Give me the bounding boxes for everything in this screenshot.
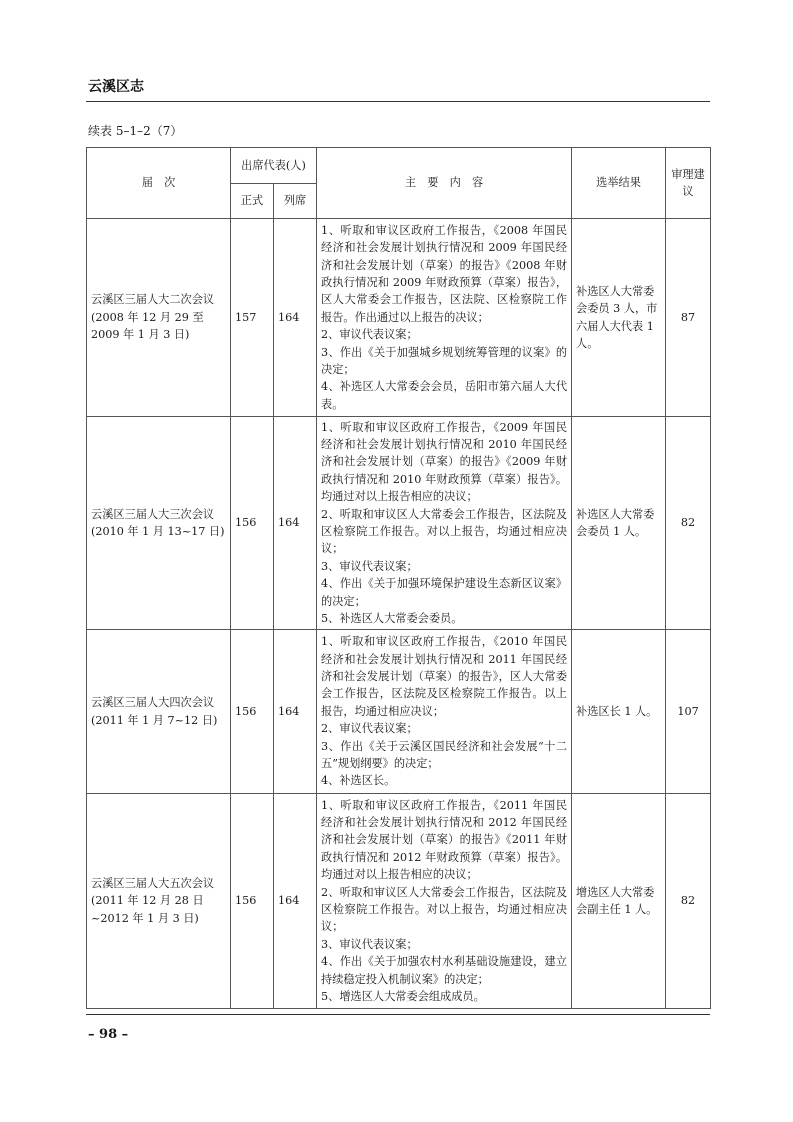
table-row xyxy=(87,630,711,794)
header-content: 主 要 内 容 xyxy=(317,148,572,219)
main-content xyxy=(317,630,572,794)
content-item: 3、审议代表议案； xyxy=(321,559,418,573)
table-caption: 续表 5–1–2（7） xyxy=(88,124,183,138)
content-item: 4、补选区长。 xyxy=(321,774,396,788)
review-count: 82 xyxy=(666,417,711,630)
session-name: 云溪区三届人大二次会议(2008 年 12 月 29 至 2009 年 1 月 3 日) xyxy=(87,219,231,417)
content-item: 4、作出《关于加强环境保护建设生态新区议案》的决定； xyxy=(321,577,568,608)
sessions-table xyxy=(86,147,711,1009)
session-name: 云溪区三届人大三次会议(2010 年 1 月 13~17 日) xyxy=(87,417,231,630)
table-row xyxy=(87,417,711,630)
content-item: 2、审议代表议案； xyxy=(321,328,418,342)
content-item: 1、听取和审议区政府工作报告，《2008 年国民经济和社会发展计划执行情况和 2009 年国民经济和社会发展计划（草案）的报告》《2008 年财政执行情况和 2009 年财政预算（草案）报告》，区人大常委会工作报告，区法院、区检察院工作报告。作出通过以上报告的决议； xyxy=(321,223,568,324)
table-row xyxy=(87,219,711,417)
observer-count: 164 xyxy=(274,219,317,417)
observer-count: 164 xyxy=(274,417,317,630)
session-name: 云溪区三届人大五次会议(2011 年 12 月 28 日~2012 年 1 月 3 日) xyxy=(87,794,231,1009)
header-divider xyxy=(86,101,710,102)
header-observer: 列席 xyxy=(274,184,317,219)
election-result: 补选区长 1 人。 xyxy=(572,630,666,794)
session-name: 云溪区三届人大四次会议(2011 年 1 月 7~12 日) xyxy=(87,630,231,794)
footer-divider xyxy=(86,1014,710,1015)
election-result: 补选区人大常委会委员 3 人，市六届人大代表 1 人。 xyxy=(572,219,666,417)
content-item: 5、补选区人大常委会委员。 xyxy=(321,612,463,626)
formal-count: 156 xyxy=(231,794,274,1009)
table-row xyxy=(87,794,711,1009)
header-result: 选举结果 xyxy=(572,148,666,219)
formal-count: 156 xyxy=(231,417,274,630)
review-count: 107 xyxy=(666,630,711,794)
content-item: 3、作出《关于加强城乡规划统筹管理的议案》的决定； xyxy=(321,345,568,377)
content-item: 2、审议代表议案； xyxy=(321,722,418,736)
content-item: 1、听取和审议区政府工作报告，《2009 年国民经济和社会发展计划执行情况和 2010 年国民经济和社会发展计划（草案）的报告》《2009 年财政执行情况和 2010 年财政预算（草案）报告》。均通过对以上报告相应的决议； xyxy=(321,420,568,504)
header-review: 审理建议 xyxy=(666,148,711,219)
content-item: 2、听取和审议区人大常委会工作报告，区法院及区检察院工作报告。对以上报告，均通过相应决议； xyxy=(321,885,568,934)
page-number: – 98 – xyxy=(88,1027,129,1042)
main-content xyxy=(317,219,572,417)
header-session: 届 次 xyxy=(87,148,231,219)
content-item: 4、作出《关于加强农村水利基础设施建设，建立持续稳定投入机制议案》的决定； xyxy=(321,955,568,986)
review-count: 87 xyxy=(666,219,711,417)
content-item: 3、审议代表议案； xyxy=(321,937,418,951)
header-formal: 正式 xyxy=(231,184,274,219)
content-item: 5、增选区人大常委会组成成员。 xyxy=(321,990,485,1004)
observer-count: 164 xyxy=(274,630,317,794)
content-item: 1、听取和审议区政府工作报告，《2010 年国民经济和社会发展计划执行情况和 2011 年国民经济和社会发展计划（草案）的报告》，区人大常委会工作报告，区法院及区检察院工作报告。以上报告，均通过相应决议； xyxy=(321,635,568,718)
book-title: 云溪区志 xyxy=(88,79,144,95)
content-item: 2、听取和审议区人大常委会工作报告，区法院及区检察院工作报告。对以上报告，均通过相应决议； xyxy=(321,507,568,556)
table-header-row xyxy=(87,148,711,184)
formal-count: 157 xyxy=(231,219,274,417)
observer-count: 164 xyxy=(274,794,317,1009)
content-item: 3、作出《关于云溪区国民经济和社会发展“十二五”规划纲要》的决定； xyxy=(321,739,568,771)
review-count: 82 xyxy=(666,794,711,1009)
election-result: 补选区人大常委会委员 1 人。 xyxy=(572,417,666,630)
content-item: 4、补选区人大常委会会员，岳阳市第六届人大代表。 xyxy=(321,380,568,411)
main-content xyxy=(317,417,572,630)
formal-count: 156 xyxy=(231,630,274,794)
election-result: 增选区人大常委会副主任 1 人。 xyxy=(572,794,666,1009)
header-attendees: 出席代表(人) xyxy=(231,148,317,184)
main-content xyxy=(317,794,572,1009)
content-item: 1、听取和审议区政府工作报告，《2011 年国民经济和社会发展计划执行情况和 2012 年国民经济和社会发展计划（草案）的报告》《2011 年财政执行情况和 2012 年财政预算（草案）报告》。均通过对以上报告相应的决议； xyxy=(321,798,568,882)
